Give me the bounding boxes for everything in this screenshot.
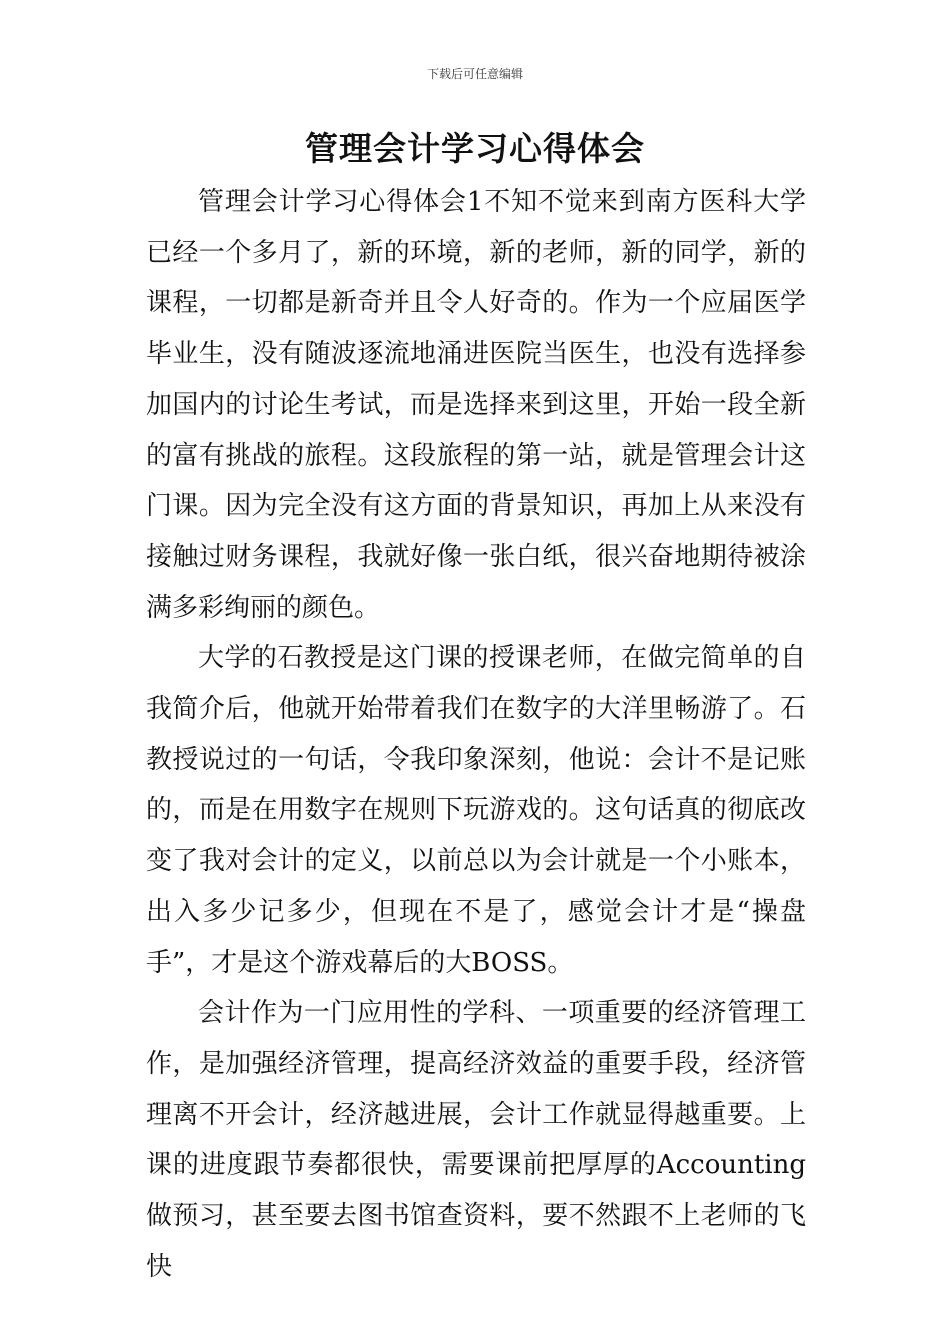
document-body — [146, 177, 806, 1292]
paragraph-1: 管理会计学习心得体会1不知不觉来到南方医科大学已经一个多月了，新的环境，新的老师，新的同学，新的课程，一切都是新奇并且令人好奇的。作为一个应届医学毕业生，没有随波逐流地涌进医院当医生，也没有选择参加国内的讨论生考试，而是选择来到这里，开始一段全新的富有挑战的旅程。这段旅程的第一站，就是管理会计这门课。因为完全没有这方面的背景知识，再加上从来没有接触过财务课程，我就好像一张白纸，很兴奋地期待被涂满多彩绚丽的颜色。 — [146, 187, 806, 623]
paragraph-2: 大学的石教授是这门课的授课老师，在做完简单的自我简介后，他就开始带着我们在数字的大洋里畅游了。石教授说过的一句话，令我印象深刻，他说：会计不是记账的，而是在用数字在规则下玩游戏的。这句话真的彻底改变了我对会计的定义，以前总以为会计就是一个小账本，出入多少记多少，但现在不是了，感觉会计才是“操盘手”，才是这个游戏幕后的大BOSS。 — [146, 643, 806, 978]
header-note: 下载后可任意编辑 — [426, 67, 523, 81]
document-title: 管理会计学习心得体会 — [305, 129, 645, 168]
paragraph-3: 会计作为一门应用性的学科、一项重要的经济管理工作，是加强经济管理，提高经济效益的重要手段，经济管理离不开会计，经济越进展，会计工作就显得越重要。上课的进度跟节奏都很快，需要课前把厚厚的Accounting做预习，甚至要去图书馆查资料，要不然跟不上老师的飞快 — [146, 998, 806, 1282]
